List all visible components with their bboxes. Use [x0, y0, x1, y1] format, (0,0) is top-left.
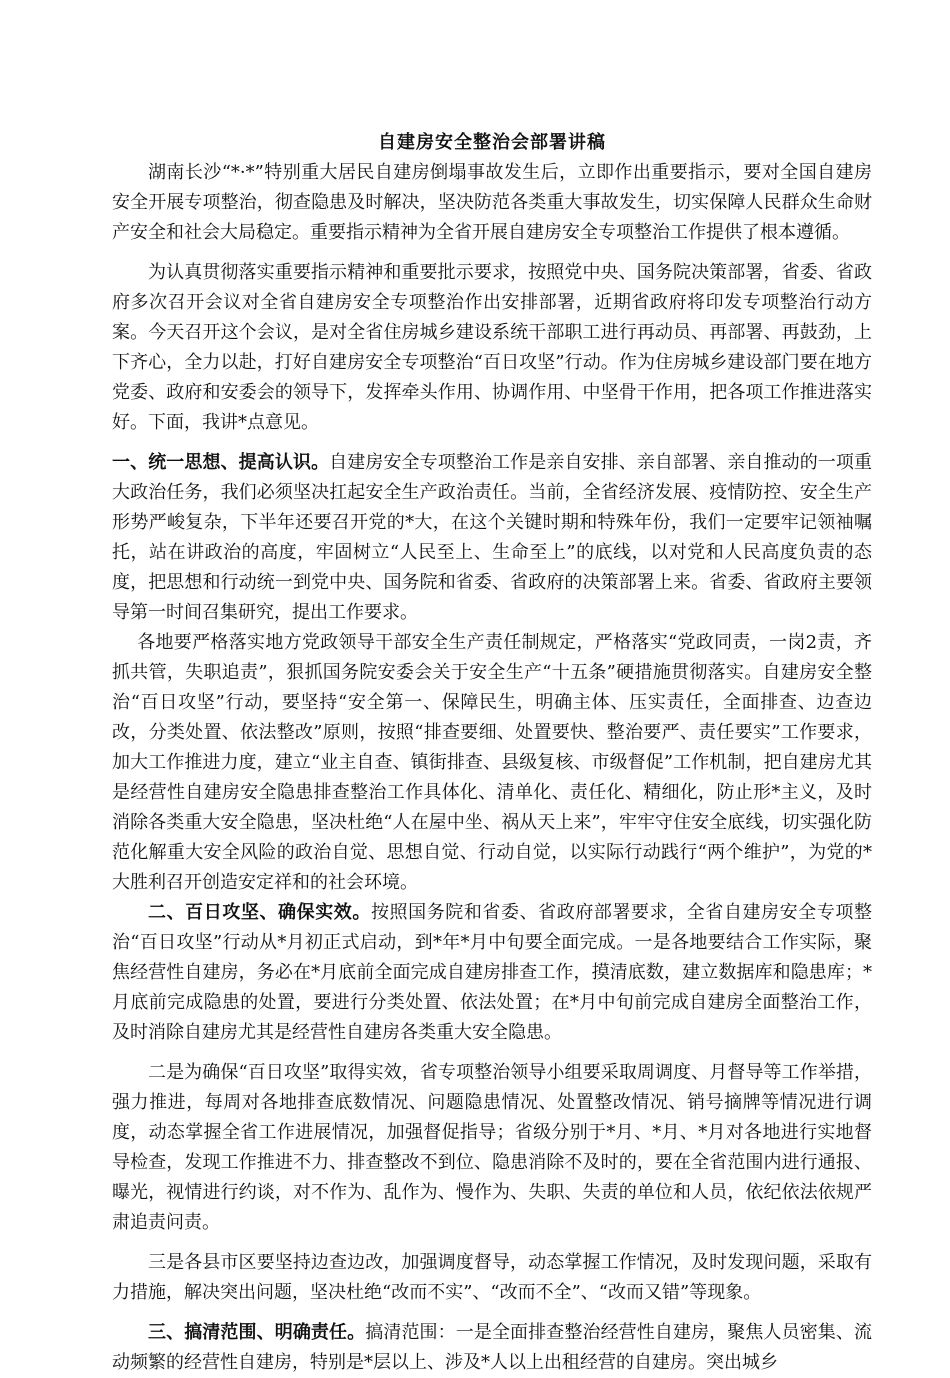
paragraph-7	[112, 1248, 872, 1308]
paragraph-1	[112, 158, 872, 248]
paragraph-text: 搞清范围：一是全面排查整治经营性自建房，聚焦人员密集、流动频繁的经营性自建房，特别是*层以上、涉及*人以上出租经营的自建房。突出城乡	[112, 1322, 873, 1373]
paragraph-text: 按照国务院和省委、省政府部署要求，全省自建房安全专项整治“百日攻坚”行动从*月初正式启动，到*年*月中旬要全面完成。一是各地要结合工作实际，聚焦经营性自建房，务必在*月底前全面完成自建房排查工作，摸清底数，建立数据库和隐患库；*月底前完成隐患的处置，要进行分类处置、依法处置；在*月中旬前完成自建房全面整治工作，及时消除自建房尤其是经营性自建房各类重大安全隐患。	[112, 902, 873, 1043]
paragraph-text: 二是为确保“百日攻坚”取得实效，省专项整治领导小组要采取周调度、月督导等工作举措，强力推进，每周对各地排查底数情况、问题隐患情况、处置整改情况、销号摘牌等情况进行调度，动态掌握全省工作进展情况，加强督促指导；省级分别于*月、*月、*月对各地进行实地督导检查，发现工作推进不力、排查整改不到位、隐患消除不及时的，要在全省范围内进行通报、曝光，视情进行约谈，对不作为、乱作为、慢作为、失职、失责的单位和人员，依纪依法依规严肃追责问责。	[112, 1062, 872, 1233]
document-title: 自建房安全整治会部署讲稿	[378, 132, 606, 153]
paragraph-4	[112, 628, 872, 898]
paragraph-2	[112, 258, 872, 438]
section-heading: 一、统一思想、提高认识。	[112, 452, 330, 473]
paragraph-text: 三是各县市区要坚持边查边改，加强调度督导，动态掌握工作情况，及时发现问题，采取有力措施，解决突出问题，坚决杜绝“改而不实”、“改而不全”、“改而又错”等现象。	[112, 1252, 872, 1303]
section-2	[112, 898, 872, 1048]
section-heading: 三、搞清范围、明确责任。	[148, 1322, 366, 1343]
paragraph-text: 自建房安全专项整治工作是亲自安排、亲自部署、亲自推动的一项重大政治任务，我们必须坚决扛起安全生产政治责任。当前，全省经济发展、疫情防控、安全生产形势严峻复杂，下半年还要召开党的*大，在这个关键时期和特殊年份，我们一定要牢记领袖嘱托，站在讲政治的高度，牢固树立“人民至上、生命至上”的底线，以对党和人民高度负责的态度，把思想和行动统一到党中央、国务院和省委、省政府的决策部署上来。省委、省政府主要领导第一时间召集研究，提出工作要求。	[112, 452, 872, 623]
paragraph-text: 各地要严格落实地方党政领导干部安全生产责任制规定，严格落实“党政同责，一岗2责，齐抓共管，失职追责”，狠抓国务院安委会关于安全生产“十五条”硬措施贯彻落实。自建房安全整治“百日攻坚”行动，要坚持“安全第一、保障民生，明确主体、压实责任，全面排查、边查边改，分类处置、依法整改”原则，按照“排查要细、处置要快、整治要严、责任要实”工作要求，加大工作推进力度，建立“业主自查、镇街排查、县级复核、市级督促”工作机制，把自建房尤其是经营性自建房安全隐患排查整治工作具体化、清单化、责任化、精细化，防止形*主义，及时消除各类重大安全隐患，坚决杜绝“人在屋中坐、祸从天上来”，牢牢守住安全底线，切实强化防范化解重大安全风险的政治自觉、思想自觉、行动自觉，以实际行动践行“两个维护”，为党的*大胜利召开创造安定祥和的社会环境。	[112, 632, 872, 893]
paragraph-6	[112, 1058, 872, 1238]
section-1	[112, 448, 872, 628]
section-3	[112, 1318, 872, 1378]
paragraph-text: 湖南长沙“*·*”特别重大居民自建房倒塌事故发生后，立即作出重要指示，要对全国自建房安全开展专项整治，彻查隐患及时解决，坚决防范各类重大事故发生，切实保障人民群众生命财产安全和社会大局稳定。重要指示精神为全省开展自建房安全专项整治工作提供了根本遵循。	[112, 162, 872, 243]
section-heading: 二、百日攻坚、确保实效。	[148, 902, 371, 923]
paragraph-text: 为认真贯彻落实重要指示精神和重要批示要求，按照党中央、国务院决策部署，省委、省政府多次召开会议对全省自建房安全专项整治作出安排部署，近期省政府将印发专项整治行动方案。今天召开这个会议，是对全省住房城乡建设系统干部职工进行再动员、再部署、再鼓劲，上下齐心，全力以赴，打好自建房安全专项整治“百日攻坚”行动。作为住房城乡建设部门要在地方党委、政府和安委会的领导下，发挥牵头作用、协调作用、中坚骨干作用，把各项工作推进落实好。下面，我讲*点意见。	[112, 262, 872, 433]
document-page	[112, 128, 872, 1378]
